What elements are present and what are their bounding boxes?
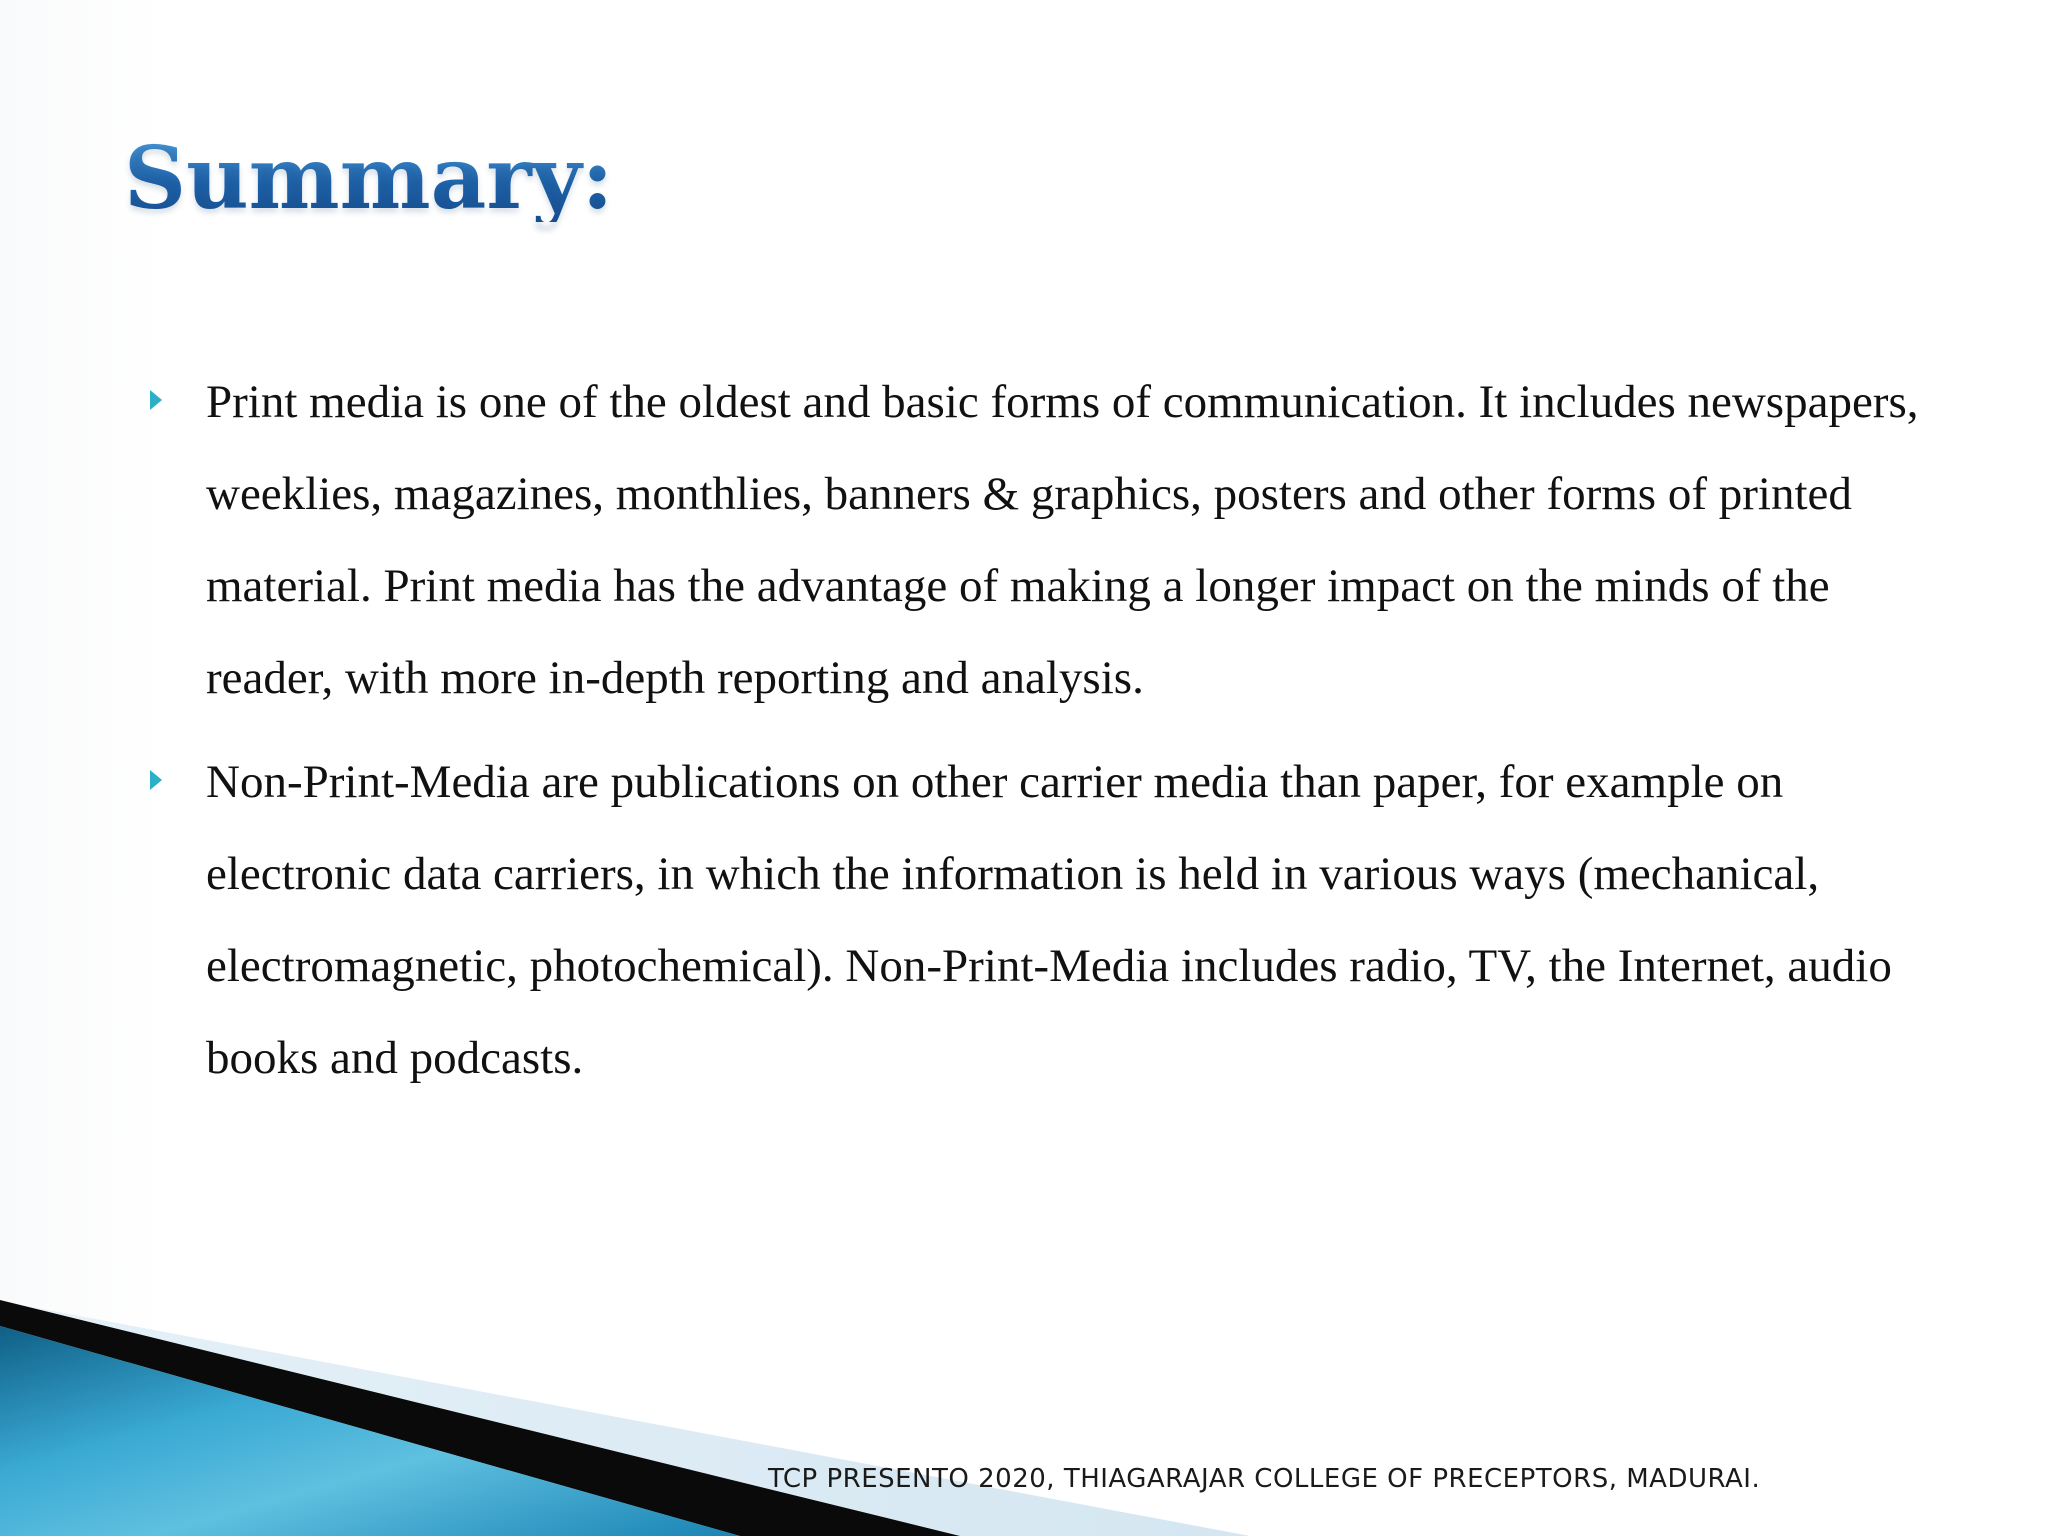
bullet-list: [150, 356, 1940, 1116]
triangle-bullet-icon: [150, 770, 162, 790]
bullet-text: Print media is one of the oldest and basic forms of communication. It includes newspapers, weeklies, magazines, monthlies, banners & graphics, posters and other forms of printed material. Print media has the advantage of making a longer impact on the minds of the reader, with more in-depth reporting and analysis.: [206, 376, 1919, 704]
triangle-bullet-icon: [150, 390, 162, 410]
slide-title: Summary:: [124, 128, 614, 229]
footer-credit: TCP PRESENTO 2020, THIAGARAJAR COLLEGE OF PRECEPTORS, MADURAI.: [768, 1464, 1761, 1494]
footer-decorative-band: [0, 1286, 2048, 1536]
bullet-text: Non-Print-Media are publications on other carrier media than paper, for example on electronic data carriers, in which the information is held in various ways (mechanical, electromagnetic, photochemical). Non-Print-Media includes radio, TV, the Internet, audio books and podcasts.: [206, 756, 1892, 1084]
bullet-item-print-media: [150, 356, 1940, 724]
bullet-item-non-print-media: [150, 736, 1940, 1104]
